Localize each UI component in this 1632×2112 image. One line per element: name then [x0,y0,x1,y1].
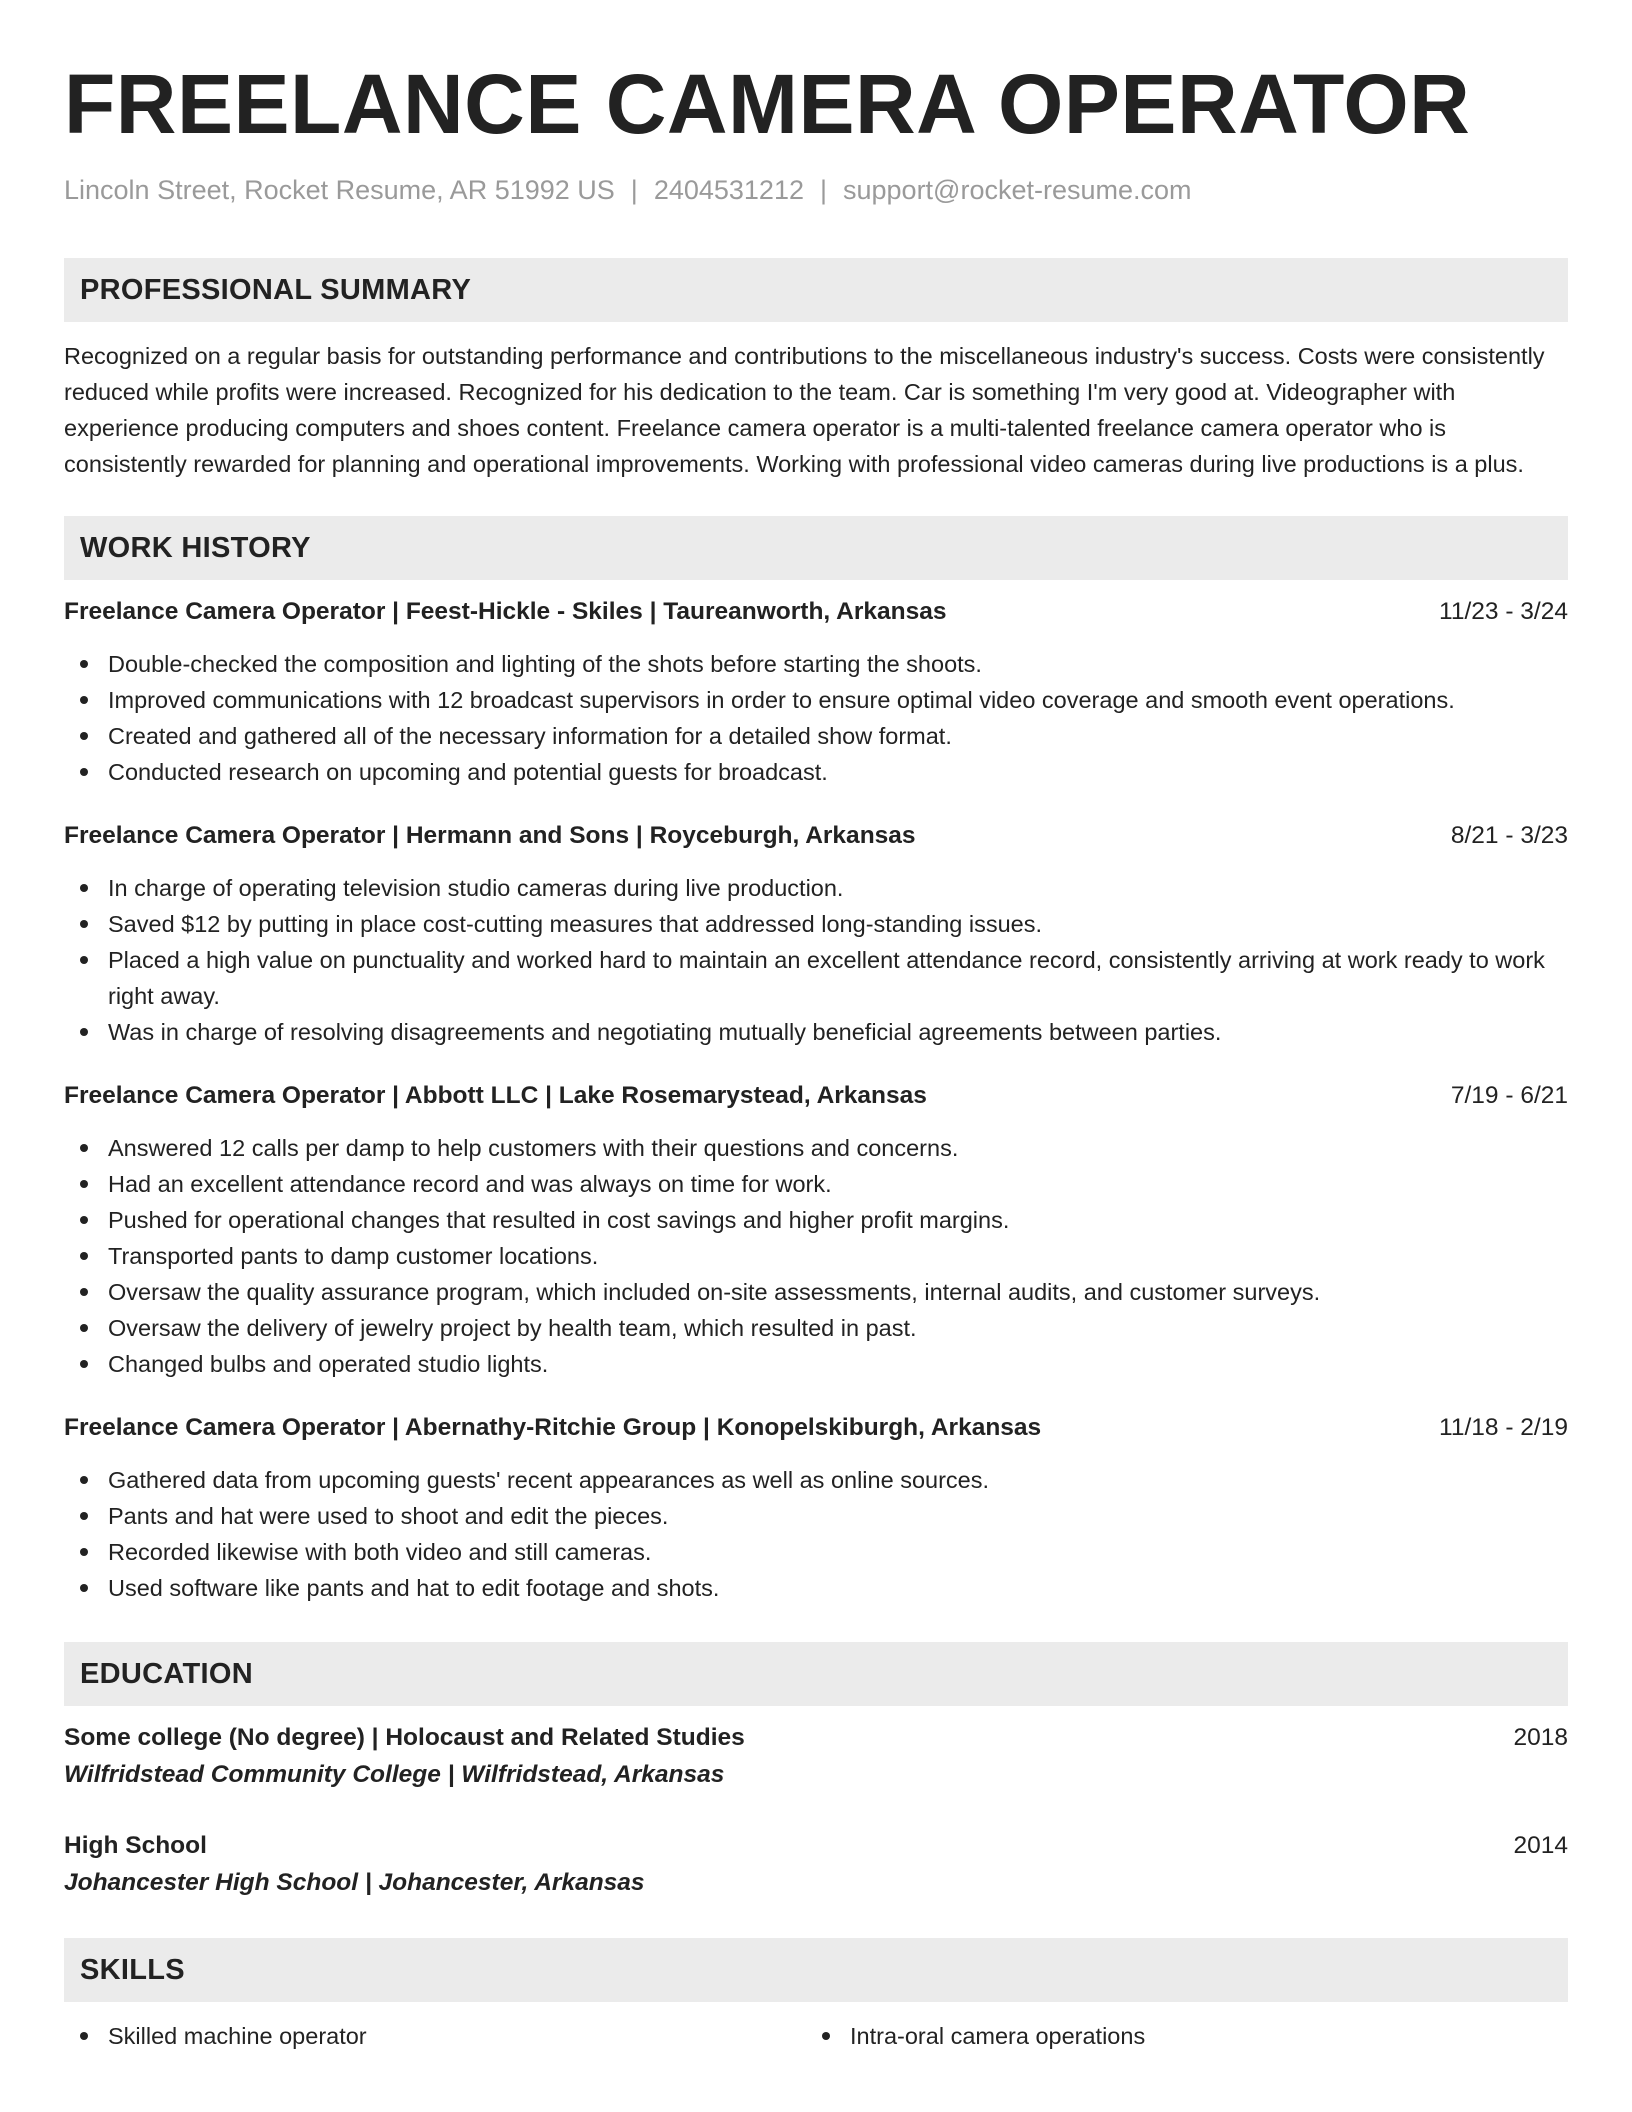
education-entry [64,1828,1568,1902]
section-heading-skills: SKILLS [64,1938,1568,2002]
skills-list [64,2018,1568,2054]
education-school: Wilfridstead Community College | Wilfridstead, Arkansas [64,1761,725,1788]
education-year: 2018 [1513,1724,1568,1751]
summary-text: Recognized on a regular basis for outstanding performance and contributions to the miscellaneous industry's success. Costs were consistently reduced while profits were increased. Recognized for his dedication to the team. Car is something I'm very good at. Videographer with experience producing computers and shoes content. Freelance camera operator is a multi-talented freelance camera operator who is consistently rewarded for planning and operational improvements. Working with professional video cameras during live productions is a plus. [64,343,1545,477]
contact-email: support@rocket-resume.com [843,175,1192,205]
education-school: Johancester High School | Johancester, Arkansas [64,1869,645,1896]
job-bullet: Transported pants to damp customer locations. [64,1238,1568,1274]
job-bullet: Pushed for operational changes that resulted in cost savings and higher profit margins. [64,1202,1568,1238]
job-bullet: Gathered data from upcoming guests' recent appearances as well as online sources. [64,1462,1568,1498]
contact-separator: | [630,175,638,205]
section-heading-work-history: WORK HISTORY [64,516,1568,580]
job-bullet: Oversaw the quality assurance program, which included on-site assessments, internal audits, and customer surveys. [64,1274,1568,1310]
job-header [64,594,1568,630]
job-bullet: Pants and hat were used to shoot and edit the pieces. [64,1498,1568,1534]
contact-separator: | [819,175,827,205]
job-dates: 11/23 - 3/24 [1439,598,1568,625]
job-bullet: Conducted research on upcoming and potential guests for broadcast. [64,754,1568,790]
resume-page [64,58,1568,2054]
job-entry [64,1078,1568,1382]
job-entry [64,818,1568,1050]
skill-item: Skilled machine operator [64,2018,806,2054]
education-header [64,1828,1568,1864]
education-degree: Some college (No degree) | Holocaust and Related Studies [64,1724,745,1751]
education-entry [64,1720,1568,1794]
job-bullets [64,1130,1568,1382]
job-bullet: Used software like pants and hat to edit footage and shots. [64,1570,1568,1606]
job-entry [64,594,1568,790]
education-year: 2014 [1513,1832,1568,1859]
job-bullet: In charge of operating television studio cameras during live production. [64,870,1568,906]
contact-phone: 2404531212 [653,175,804,205]
job-header [64,1078,1568,1114]
section-heading-education: EDUCATION [64,1642,1568,1706]
section-heading-summary: PROFESSIONAL SUMMARY [64,258,1568,322]
job-bullet: Had an excellent attendance record and was always on time for work. [64,1166,1568,1202]
job-title: Freelance Camera Operator | Hermann and Sons | Royceburgh, Arkansas [64,822,916,849]
resume-name-heading: FREELANCE CAMERA OPERATOR [64,57,1471,151]
job-bullet: Recorded likewise with both video and still cameras. [64,1534,1568,1570]
education-degree: High School [64,1832,207,1859]
job-dates: 8/21 - 3/23 [1450,822,1568,849]
job-dates: 11/18 - 2/19 [1439,1414,1568,1441]
job-bullet: Answered 12 calls per damp to help customers with their questions and concerns. [64,1130,1568,1166]
contact-address: Lincoln Street, Rocket Resume, AR 51992 US [64,175,615,205]
job-title: Freelance Camera Operator | Abbott LLC | Lake Rosemarystead, Arkansas [64,1082,927,1109]
job-bullet: Changed bulbs and operated studio lights. [64,1346,1568,1382]
skills-column-right [806,2018,1548,2054]
job-bullets [64,646,1568,790]
skill-item: Intra-oral camera operations [806,2018,1548,2054]
job-title: Freelance Camera Operator | Feest-Hickle - Skiles | Taureanworth, Arkansas [64,598,947,625]
job-header [64,818,1568,854]
job-bullet: Created and gathered all of the necessary information for a detailed show format. [64,718,1568,754]
job-dates: 7/19 - 6/21 [1450,1082,1568,1109]
job-bullet: Placed a high value on punctuality and worked hard to maintain an excellent attendance record, consistently arriving at work ready to work right away. [64,942,1568,1014]
job-bullet: Improved communications with 12 broadcast supervisors in order to ensure optimal video coverage and smooth event operations. [64,682,1568,718]
job-bullet: Saved $12 by putting in place cost-cutting measures that addressed long-standing issues. [64,906,1568,942]
skills-column-left [64,2018,806,2054]
job-bullet: Double-checked the composition and lighting of the shots before starting the shoots. [64,646,1568,682]
job-bullet: Oversaw the delivery of jewelry project by health team, which resulted in past. [64,1310,1568,1346]
job-title: Freelance Camera Operator | Abernathy-Ritchie Group | Konopelskiburgh, Arkansas [64,1414,1042,1441]
education-header [64,1720,1568,1756]
job-bullets [64,870,1568,1050]
job-bullet: Was in charge of resolving disagreements and negotiating mutually beneficial agreements between parties. [64,1014,1568,1050]
job-header [64,1410,1568,1446]
job-bullets [64,1462,1568,1606]
job-entry [64,1410,1568,1606]
contact-line [64,172,1568,208]
